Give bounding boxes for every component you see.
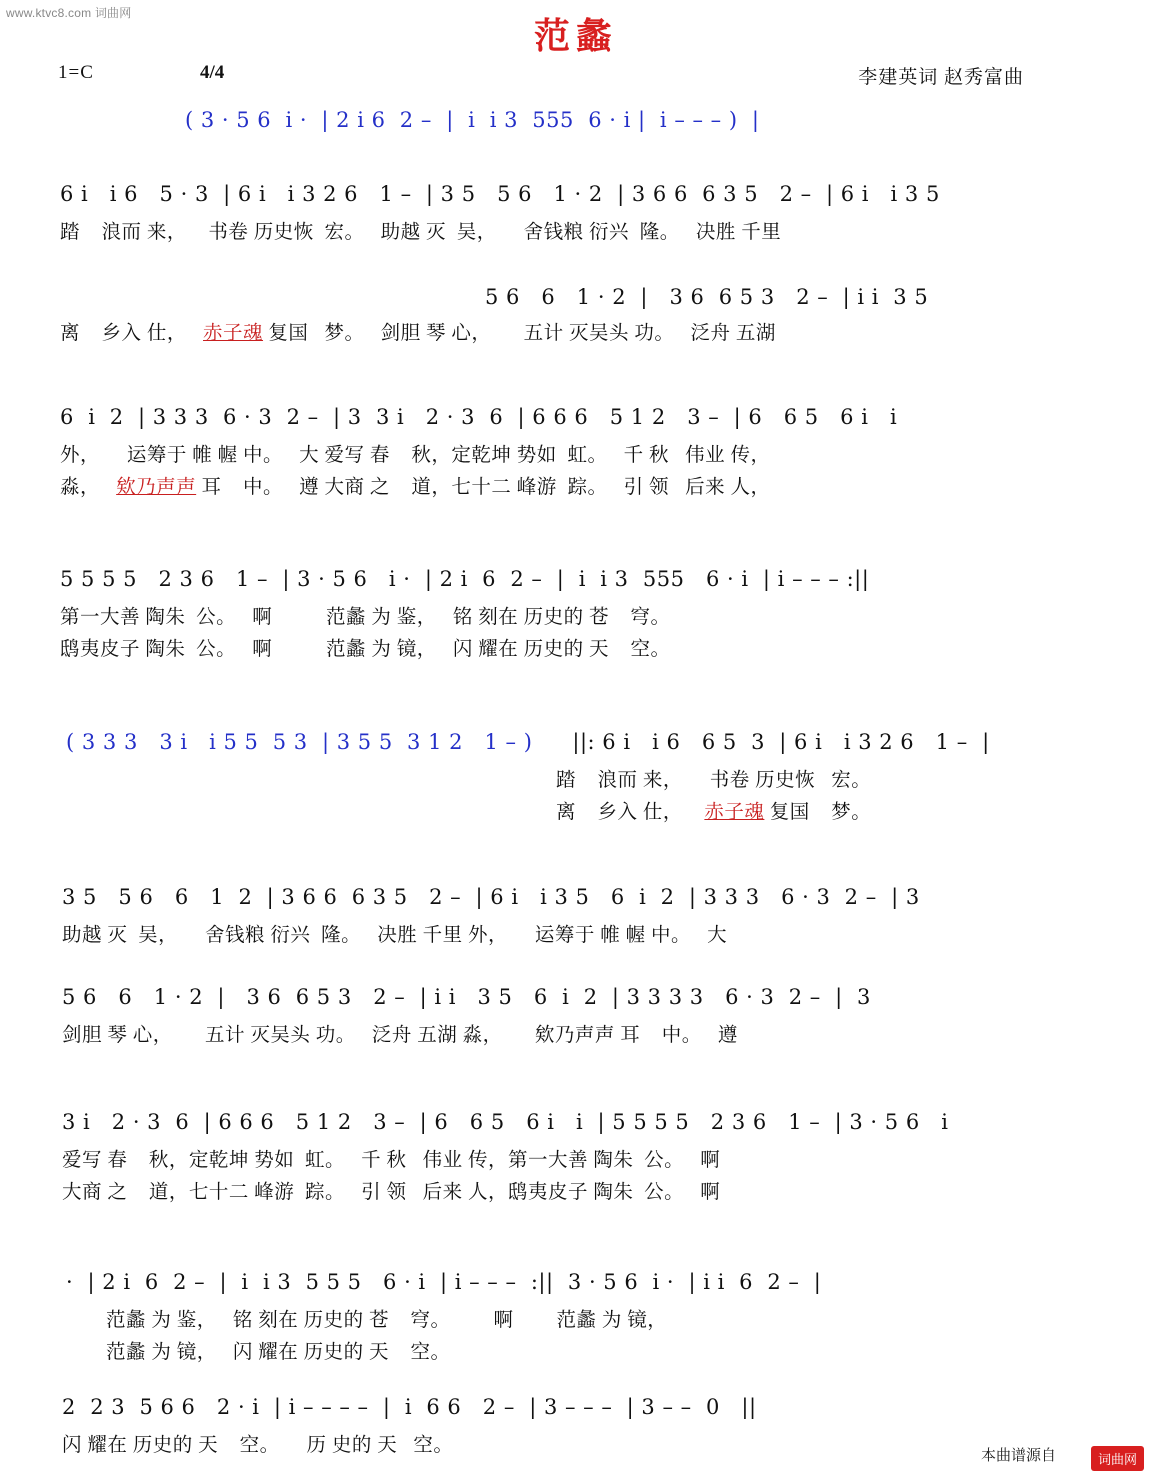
system-7-lyrics: 闪 耀在 历史的 天 空。 历 史的 天 空。 bbox=[62, 1435, 454, 1456]
source-note: 本曲谱源自 bbox=[980, 1447, 1056, 1464]
interlude-repeat-notation: ||: 6 i i 6 6 5 3 | 6 i i 3 2 6 1 – | bbox=[572, 730, 990, 754]
intro-notation: ( 3 · 5 6 i · | 2 i 6 2 – | i i 3 555 6 · i | i – – – ) | bbox=[185, 108, 760, 132]
system-2-notation: 6 i 2 | 3 3 3 6 · 3 2 – | 3 3 i 2 · 3 6 | 6 6 6 5 1 2 3 – | 6 6 5 6 i i bbox=[60, 405, 898, 429]
lyric-highlight-chizihun: 赤子魂 bbox=[203, 323, 264, 344]
system-4-notation: 3 5 5 6 6 1 2 | 3 6 6 6 3 5 2 – | 6 i i 3 5 6 i 2 | 3 3 3 6 · 3 2 – | 3 bbox=[62, 885, 920, 909]
lyric-highlight-chizihun-2: 赤子魂 bbox=[704, 802, 765, 823]
system-6-notation: · | 2 i 6 2 – | i i 3 5 5 5 6 · i | i – – – :|| 3 · 5 6 i · | i i 6 2 – | bbox=[66, 1270, 822, 1294]
system-5-lyrics-line1: 爱写 春 秋，定乾坤 势如 虹。 千 秋 伟业 传，第一大善 陶朱 公。 啊 bbox=[62, 1150, 721, 1171]
system-3-lyrics-line1: 第一大善 陶朱 公。 啊 范蠡 为 鉴， 铭 刻在 历史的 苍 穹。 bbox=[60, 607, 671, 628]
time-signature: 4/4 bbox=[200, 62, 225, 83]
system-3-notation: 5 5 5 5 2 3 6 1 – | 3 · 5 6 i · | 2 i 6 2 – | i i 3 555 6 · i | i – – – :|| bbox=[60, 567, 870, 591]
system-5-notation: 3 i 2 · 3 6 | 6 6 6 5 1 2 3 – | 6 6 5 6 i i | 5 5 5 5 2 3 6 1 – | 3 · 5 6 i bbox=[62, 1110, 949, 1134]
system-1-notation: 6 i i 6 5 · 3 | 6 i i 3 2 6 1 – | 3 5 5 6 1 · 2 | 3 6 6 6 3 5 2 – | 6 i i 3 5 bbox=[60, 182, 940, 206]
system-2-lyrics-line2: 淼， 欸乃声声 耳 中。 遵 大商 之 道，七十二 峰游 踪。 引 领 后来 人， bbox=[60, 477, 771, 498]
site-watermark: www.ktvc8.com 词曲网 bbox=[6, 6, 132, 20]
system-3-lyrics-line2: 鸱夷皮子 陶朱 公。 啊 范蠡 为 镜， 闪 耀在 历史的 天 空。 bbox=[60, 639, 671, 660]
system-4b-lyrics: 剑胆 琴 心， 五计 灭吴头 功。 泛舟 五湖 淼， 欸乃声声 耳 中。 遵 bbox=[62, 1025, 738, 1046]
credits: 李建英词 赵秀富曲 bbox=[858, 67, 1024, 88]
system-4b-notation: 5 6 6 1 · 2 | 3 6 6 5 3 2 – | i i 3 5 6 i 2 | 3 3 3 3 6 · 3 2 – | 3 bbox=[62, 985, 871, 1009]
interlude-lyrics-line1: 踏 浪而 来， 书卷 历史恢 宏。 bbox=[556, 770, 872, 791]
interlude-lyrics-line2: 离 乡入 仕， 赤子魂 复国 梦。 bbox=[556, 802, 872, 823]
lyric-highlight-yinaishengsheng: 欸乃声声 bbox=[116, 477, 197, 498]
system-7-notation: 2 2 3 5 6 6 2 · i | i – – – – | i 6 6 2 – | 3 – – – | 3 – – 0 || bbox=[62, 1395, 757, 1419]
system-2-lyrics-line1: 外， 运筹于 帷 幄 中。 大 爱写 春 秋，定乾坤 势如 虹。 千 秋 伟业 传， bbox=[60, 445, 771, 466]
system-1b-notation: 5 6 6 1 · 2 | 3 6 6 5 3 2 – | i i 3 5 bbox=[485, 285, 929, 309]
system-1b-lyrics: 离 乡入 仕， 赤子魂 复国 梦。 剑胆 琴 心， 五计 灭吴头 功。 泛舟 五湖 bbox=[60, 323, 776, 344]
interlude-notation: ( 3 3 3 3 i i 5 5 5 3 | 3 5 5 3 1 2 1 – ) bbox=[66, 730, 533, 754]
system-4-lyrics: 助越 灭 吴， 舍钱粮 衍兴 隆。 决胜 千里 外， 运筹于 帷 幄 中。 大 bbox=[62, 925, 728, 946]
system-6-lyrics-line2: 范蠡 为 镜， 闪 耀在 历史的 天 空。 bbox=[106, 1342, 451, 1363]
system-1-lyrics-line1: 踏 浪而 来， 书卷 历史恢 宏。 助越 灭 吴， 舍钱粮 衍兴 隆。 决胜 千里 bbox=[60, 222, 782, 243]
key-signature: 1=C bbox=[58, 62, 94, 83]
system-5-lyrics-line2: 大商 之 道，七十二 峰游 踪。 引 领 后来 人，鸱夷皮子 陶朱 公。 啊 bbox=[62, 1182, 721, 1203]
song-title: 范蠡 bbox=[533, 15, 618, 57]
site-badge[interactable]: 词曲网 bbox=[1091, 1446, 1144, 1471]
system-6-lyrics-line1: 范蠡 为 鉴， 铭 刻在 历史的 苍 穹。 啊 范蠡 为 镜， bbox=[106, 1310, 668, 1331]
